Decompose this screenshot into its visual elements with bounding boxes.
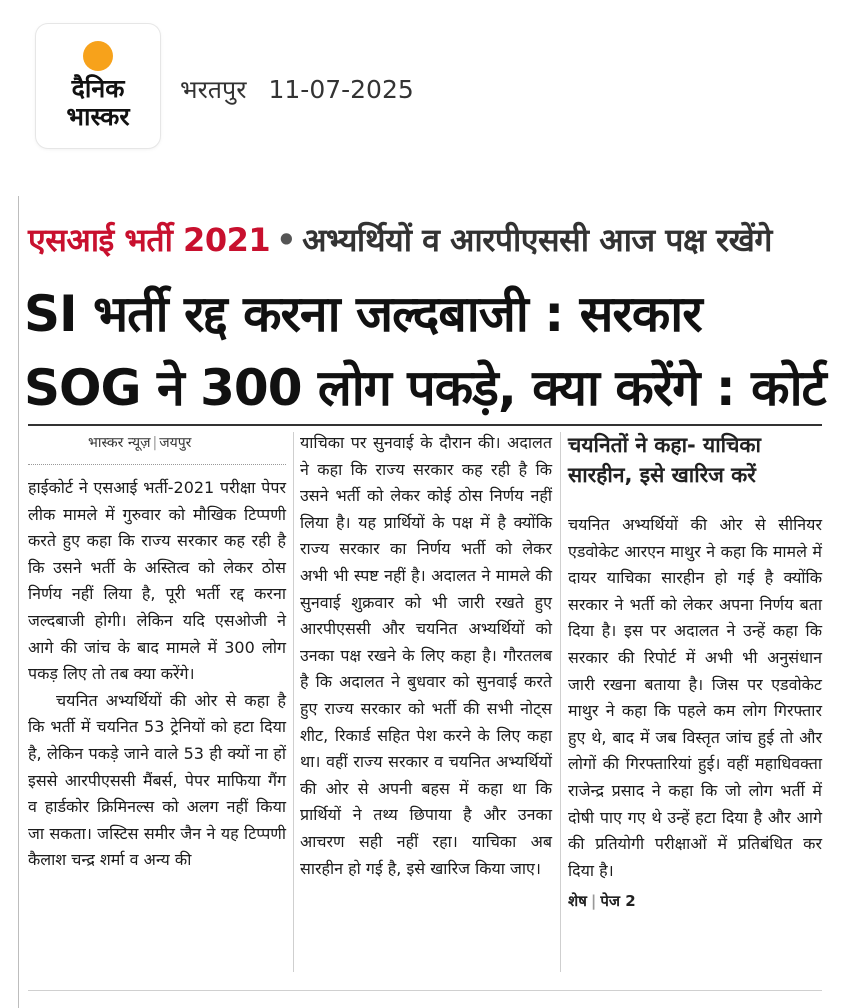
continued-separator: |	[590, 892, 597, 911]
article-column-3	[568, 430, 822, 915]
continued-label: शेष	[568, 892, 587, 911]
column1-paragraph1: हाईकोर्ट ने एसआई भर्ती-2021 परीक्षा पेपर लीक मामले में गुरुवार को मौखिक टिप्पणी करते हुए कहा कि राज्य सरकार कह रही है कि उसने भर्ती के अस्तित्व को लेकर ठोस निर्णय नहीं लिया है, पूरी भर्ती रद्द करना जल्दबाजी होगी। लेकिन यदि एसओजी ने आगे की जांच के बाद मामले में 300 लोग पकड़ लिए तो तब क्या करेंगे।	[28, 478, 286, 684]
logo-text-line2: भास्कर	[66, 102, 130, 131]
column-divider-1	[293, 432, 294, 972]
sun-icon	[83, 41, 113, 71]
headline-rule	[28, 424, 822, 426]
kicker-line	[28, 218, 828, 261]
byline-source: भास्कर न्यूज़	[88, 435, 151, 451]
column1-paragraph2: चयनित अभ्यर्थियों की ओर से कहा है कि भर्ती में चयनित 53 ट्रेनियों को हटा दिया है, लेकिन पकड़े जाने वाले 53 ही क्यों ना हों इससे आरपीएससी मैंबर्स, पेपर माफिया गैंग व हार्डकोर क्रिमिनल्स को अलग नहीं किया जा सकता। जस्टिस समीर जैन ने यह टिप्पणी कैलाश चन्द्र शर्मा व अन्य की	[28, 690, 286, 870]
kicker-bullet: •	[276, 221, 297, 259]
edition-city: भरतपुर	[180, 75, 247, 104]
edition-date: 11-07-2025	[268, 75, 414, 104]
dainik-bhaskar-logo	[36, 24, 160, 148]
article-column-2	[300, 430, 552, 882]
byline-separator: |	[152, 435, 158, 451]
edition-meta	[180, 72, 414, 106]
bottom-rule	[28, 990, 822, 991]
kicker-topic: एसआई भर्ती 2021	[28, 221, 271, 259]
byline	[28, 430, 286, 464]
byline-place: जयपुर	[159, 435, 192, 451]
logo-text-line1: दैनिक	[71, 74, 125, 103]
column2-paragraph1: याचिका पर सुनवाई के दौरान की। अदालत ने कहा कि राज्य सरकार कह रही है कि उसने भर्ती को लेकर कोई ठोस निर्णय नहीं लिया है। यह प्रार्थियों के पक्ष में है क्योंकि राज्य सरकार का निर्णय भर्ती को लेकर अभी भी स्पष्ट नहीं है। अदालत ने मामले की सुनवाई शुक्रवार को भी जारी रखते हुए आरपीएससी और चयनित अभ्यर्थियों को उनका पक्ष रखने के लिए कहा है। गौरतलब है कि अदालत ने बुधवार को सुनवाई करते हुए राज्य सरकार को भर्ती की सभी नोट्स शीट, रिकार्ड सहित पेश करने के लिए कहा था। वहीं राज्य सरकार व चयनित अभ्यर्थियों की ओर से अपनी बहस में कहा था कि प्रार्थियों ने तथ्य छिपाया है और उनका आचरण सही नहीं रहा। याचिका अब सारहीन हो गई है, इसे खारिज किया जाए।	[300, 433, 552, 878]
headline-secondary: SOG ने 300 लोग पकड़े, क्या करेंगे : कोर्ट	[24, 359, 826, 417]
headline-primary: SI भर्ती रद्द करना जल्दबाजी : सरकार	[24, 285, 702, 343]
continued-note	[568, 888, 822, 915]
kicker-text: अभ्यर्थियों व आरपीएससी आज पक्ष रखेंगे	[302, 221, 772, 259]
clipping-edge	[18, 196, 19, 1008]
byline-divider	[28, 464, 286, 465]
continued-page: पेज 2	[600, 892, 636, 911]
article-column-1	[28, 430, 286, 874]
column3-paragraph1: चयनित अभ्यर्थियों की ओर से सीनियर एडवोकेट आरएन माथुर ने कहा कि मामले में दायर याचिका सारहीन हो गई है क्योंकि सरकार ने भर्ती को लेकर अपना निर्णय बता दिया है। इस पर अदालत ने उन्हें कहा कि सरकार की रिपोर्ट में अभी भी अनुसंधान जारी रखना बताया है। जिस पर एडवोकेट माथुर ने कहा कि पहले कम लोग गिरफ्तार हुए थे, बाद में जब विस्तृत जांच हुई तो और लोगों की गिरफ्तारियां हुई। वहीं महाधिवक्ता राजेन्द्र प्रसाद ने कहा कि जो लोग भर्ती में दोषी पाए गए थे उन्हें हटा दिया है और आगे की प्रतियोगी परीक्षाओं में प्रतिबंधित कर दिया है।	[568, 515, 822, 880]
column-divider-2	[560, 432, 561, 972]
column3-subheading: चयनितों ने कहा- याचिका सारहीन, इसे खारिज करें	[568, 433, 761, 487]
